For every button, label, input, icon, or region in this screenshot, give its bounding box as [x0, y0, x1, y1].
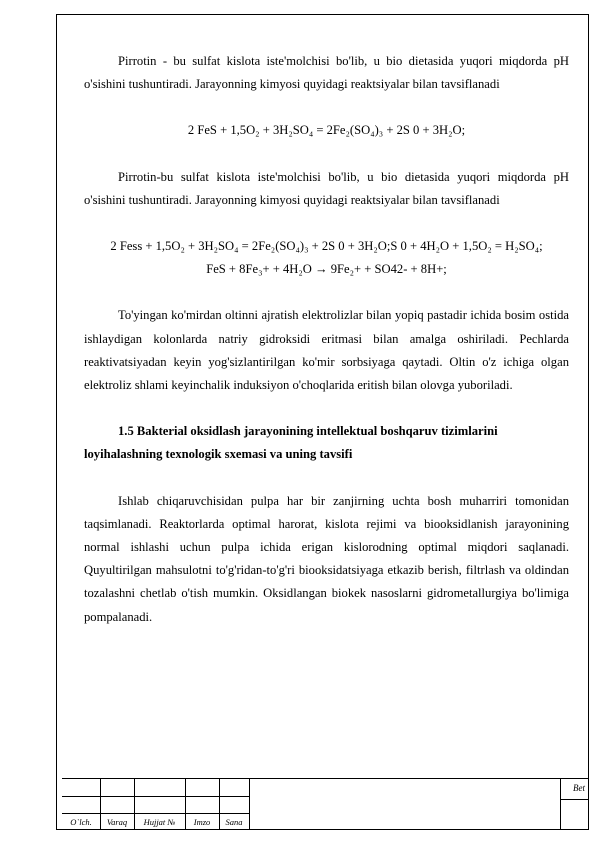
stamp-label-bet: Bet — [573, 783, 585, 793]
stamp-label-olch: O`lch. — [70, 817, 92, 827]
equation-3: FeS + 8Fe₃+ + 4H₂O → 9Fe₂+ + SO42- + 8H+; — [206, 262, 447, 277]
stamp-label-sana: Sana — [225, 817, 243, 827]
paragraph-pirrotin-1: Pirrotin - bu sulfat kislota iste'molchisi bo'lib, u bio dietasida yuqori miqdorda pH o'sishini tushuntiradi. Jarayonning kimyosi quyidagi reaktsiyalar bilan tavsiflanadi — [84, 54, 569, 92]
stamp-label-varaq: Varaq — [106, 817, 128, 827]
title-block-stamp — [62, 778, 589, 830]
section-heading-line2: loyihalashning texnologik sxemasi va uning tavsifi — [84, 447, 353, 462]
equation-2: 2 Fess + 1,5O₂ + 3H₂SO₄ = 2Fe₂(SO₄)₃ + 2S 0 + 3H₂O;S 0 + 4H₂O + 1,5O₂ = H₂SO₄; — [110, 239, 543, 254]
paragraph-pirrotin-2: Pirrotin-bu sulfat kislota iste'molchisi bo'lib, u bio dietasida yuqori miqdorda pH o'sishini tushuntiradi. Jarayonning kimyosi quyidagi reaktsiyalar bilan tavsiflanadi — [84, 169, 569, 207]
equation-1: 2 FeS + 1,5O₂ + 3H₂SO₄ = 2Fe₂(SO₄)₃ + 2S 0 + 3H₂O; — [187, 123, 466, 138]
section-heading-line1: 1.5 Bakterial oksidlash jarayonining intellektual boshqaruv tizimlarini — [118, 424, 498, 439]
paragraph-gold-electrolysis: To'yingan ko'mirdan oltinni ajratish elektrolizlar bilan yopiq pastadir ichida bosim ostida ishlaydigan kolonlarda natriy gidroksidi eritmasi bilan amalga oshiriladi. Pechlarda reaktivatsiyadan keyin yog'sizlantirilgan ko'mir sorbsiyaga qaytadi. Oltin o'z ichiga olgan elektroliz shlami keyinchalik induksiyon o'choqlarida eritish bilan olovga yuboriladi. — [84, 308, 569, 393]
paragraph-pulp-distribution: Ishlab chiqaruvchisidan pulpa har bir zanjirning uchta bosh muharriri tomonidan taqsimlanadi. Reaktorlarda optimal harorat, kislota rejimi va biooksidlanish jarayonining normal ishlashi uchun pulpa ichida erigan kislorodning optimal miqdori saqlanadi. Quyultirilgan mahsulotni to'g'ridan-to'g'ri biooksidatsiyaga etkazib berish, filtrlash va oldindan tozalashni chetlab o'tish mumkin. Oksidlangan biokek nasoslarni gidrometallurgiya bo'limiga pompalanadi. — [84, 493, 569, 624]
stamp-label-imzo: Imzo — [193, 817, 211, 827]
stamp-label-hujjat: Hujjat № — [143, 817, 176, 827]
document-body — [84, 50, 569, 629]
